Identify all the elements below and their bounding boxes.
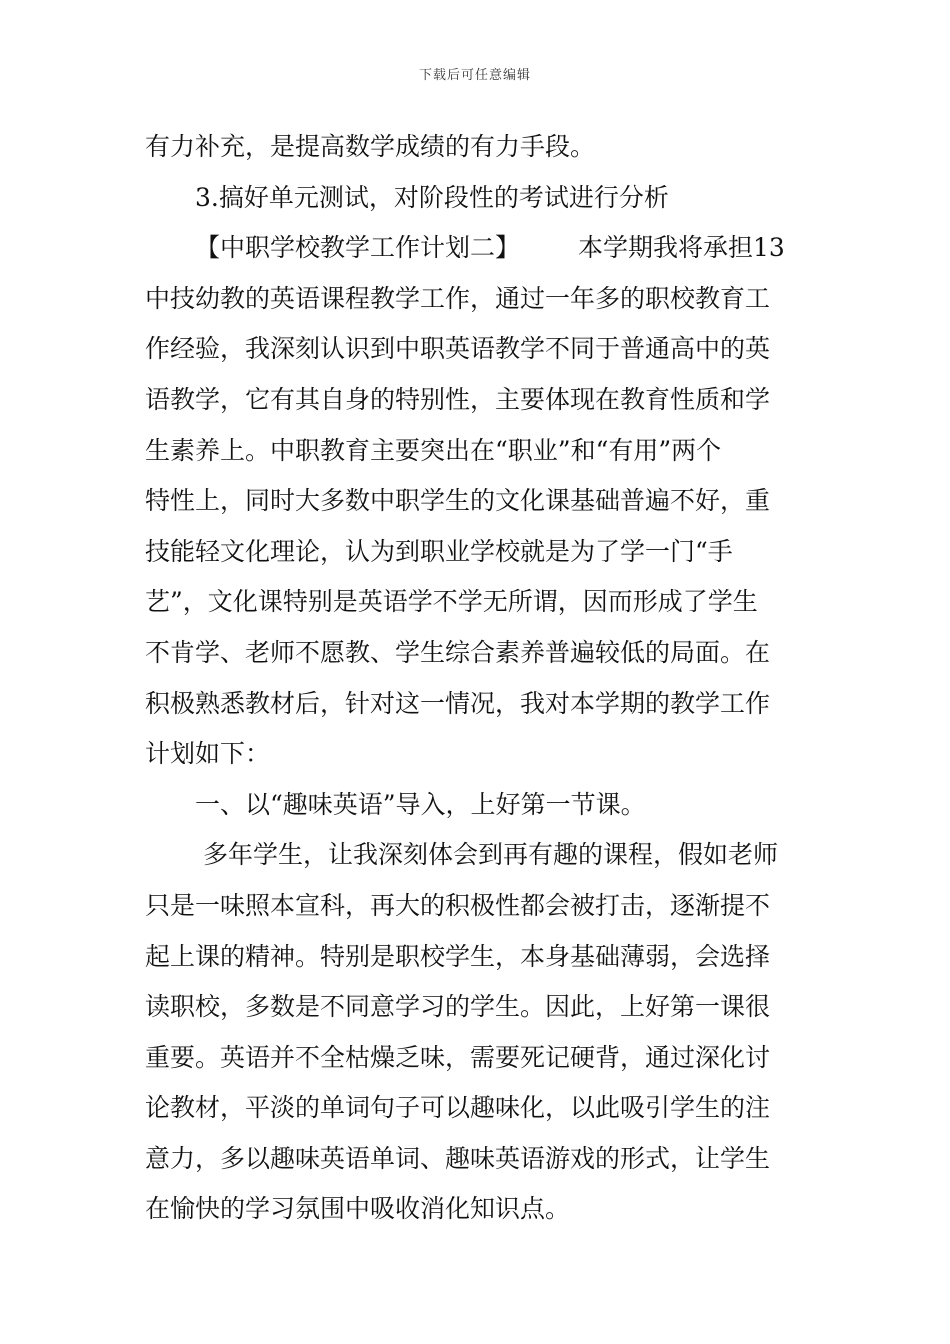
paragraph-line: 生素养上。中职教育主要突出在“职业”和“有用”两个 [145,435,722,465]
paragraph-line: 在愉快的学习氛围中吸收消化知识点。 [145,1194,571,1224]
paragraph-line: 重要。英语并不全枯燥乏味，需要死记硬背，通过深化讨 [145,1042,771,1072]
section-heading: 3.搞好单元测试，对阶段性的考试进行分析 [195,182,669,212]
paragraph-line: 意力，多以趣味英语单词、趣味英语游戏的形式，让学生 [145,1143,771,1173]
paragraph-line: 论教材，平淡的单词句子可以趣味化，以此吸引学生的注 [145,1093,771,1123]
paragraph-line: 积极熟悉教材后，针对这一情况，我对本学期的教学工作 [145,688,771,718]
page-header: 下载后可任意编辑 [418,68,531,83]
paragraph-line: 不肯学、老师不愿教、学生综合素养普遍较低的局面。在 [145,637,771,667]
section-heading: 一、以“趣味英语”导入，上好第一节课。 [195,789,646,819]
paragraph-line: 计划如下： [145,739,271,769]
paragraph-line: 中技幼教的英语课程教学工作，通过一年多的职校教育工 [145,283,771,313]
paragraph-text: 本学期我将承担13 [578,233,785,263]
paragraph-line: 语教学，它有其自身的特别性，主要体现在教育性质和学 [145,384,771,414]
paragraph-line: 作经验，我深刻认识到中职英语教学不同于普通高中的英 [145,334,771,364]
paragraph-line: 只是一味照本宣科，再大的积极性都会被打击，逐渐提不 [145,890,771,920]
paragraph-line [145,223,810,274]
paragraph-line: 读职校，多数是不同意学习的学生。因此，上好第一课很 [145,992,771,1022]
document-body [145,122,810,1235]
plan-title: 【中职学校教学工作计划二】 [195,233,521,263]
paragraph-line: 多年学生，让我深刻体会到再有趣的课程，假如老师 [203,840,779,870]
paragraph-line: 艺”，文化课特别是英语学不学无所谓，因而形成了学生 [145,587,758,617]
paragraph-line: 有力补充，是提高数学成绩的有力手段。 [145,132,596,161]
paragraph-line: 特性上，同时大多数中职学生的文化课基础普遍不好，重 [145,486,771,516]
paragraph-line: 技能轻文化理论，认为到职业学校就是为了学一门“手 [145,536,733,566]
paragraph-line: 起上课的精神。特别是职校学生，本身基础薄弱，会选择 [145,941,771,971]
